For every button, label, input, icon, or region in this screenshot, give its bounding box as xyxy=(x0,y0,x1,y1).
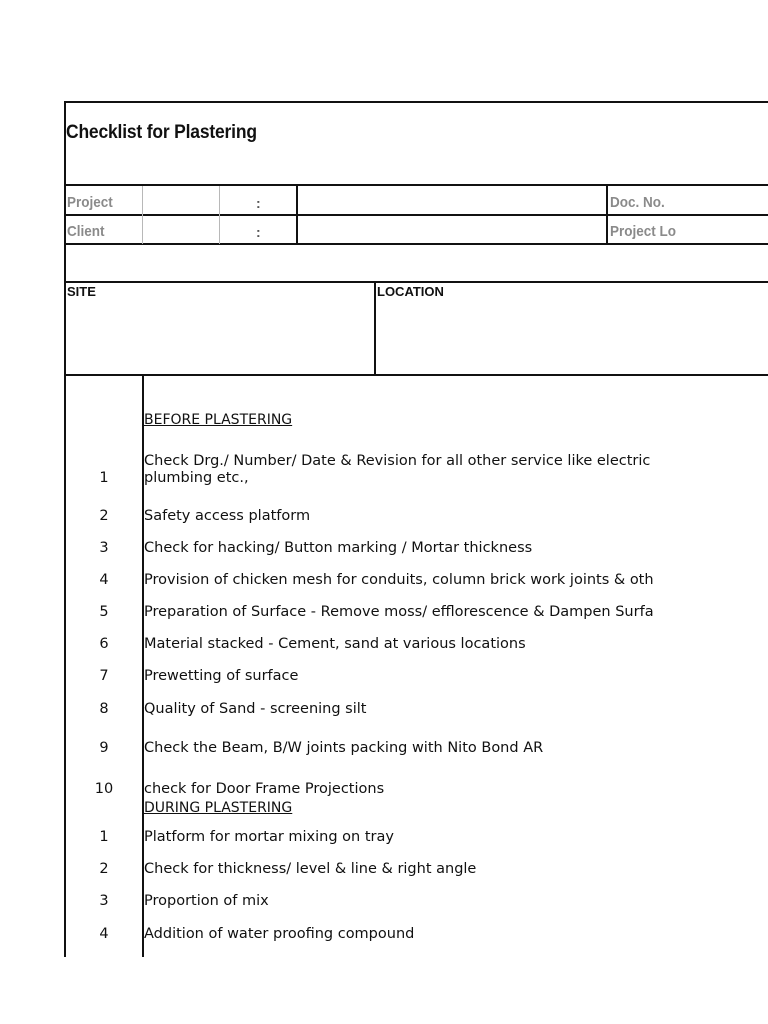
location-box-bottom-rule xyxy=(64,374,768,376)
section-heading-during-plastering: DURING PLASTERING xyxy=(144,800,293,816)
item-text: Check Drg./ Number/ Date & Revision for all other service like electric xyxy=(144,453,651,469)
item-text: Addition of water proofing compound xyxy=(144,926,415,942)
item-text: Material stacked - Cement, sand at various locations xyxy=(144,636,526,652)
item-text: Platform for mortar mixing on tray xyxy=(144,829,394,845)
header-bottom-rule xyxy=(64,243,768,245)
client-separator: : xyxy=(256,224,261,240)
project-label: Project xyxy=(67,194,113,211)
section-heading-before-plastering: BEFORE PLASTERING xyxy=(144,412,293,428)
item-number: 9 xyxy=(99,740,109,756)
item-text: Preparation of Surface - Remove moss/ efflorescence & Dampen Surfa xyxy=(144,604,654,620)
item-number: 3 xyxy=(99,540,109,556)
header-col-divider-3 xyxy=(296,186,298,244)
item-text: Proportion of mix xyxy=(144,893,269,909)
item-number: 2 xyxy=(99,861,109,877)
header-col-divider-2 xyxy=(219,186,220,244)
item-number: 4 xyxy=(99,572,109,588)
item-text: check for Door Frame Projections xyxy=(144,781,385,797)
header-col-divider-1 xyxy=(142,186,143,244)
doc-no-label: Doc. No. xyxy=(610,194,665,211)
item-text: plumbing etc., xyxy=(144,470,249,486)
item-number: 1 xyxy=(99,470,109,486)
header-col-divider-4 xyxy=(606,186,608,244)
item-text: Check the Beam, B/W joints packing with Nito Bond AR xyxy=(144,740,544,756)
item-text: Check for thickness/ level & line & right angle xyxy=(144,861,477,877)
item-number: 5 xyxy=(99,604,109,620)
item-number: 7 xyxy=(99,668,109,684)
item-text: Safety access platform xyxy=(144,508,311,524)
item-text: Quality of Sand - screening silt xyxy=(144,701,367,717)
item-number: 4 xyxy=(99,926,109,942)
site-location-divider xyxy=(374,283,376,376)
header-mid-rule xyxy=(64,214,768,216)
project-separator: : xyxy=(256,195,261,211)
client-label: Client xyxy=(67,223,105,240)
item-text: Prewetting of surface xyxy=(144,668,299,684)
item-text: Check for hacking/ Button marking / Mortar thickness xyxy=(144,540,533,556)
project-location-label: Project Lo xyxy=(610,223,677,240)
item-text: Provision of chicken mesh for conduits, column brick work joints & oth xyxy=(144,572,654,588)
item-number: 3 xyxy=(99,893,109,909)
item-number: 2 xyxy=(99,508,109,524)
item-number: 8 xyxy=(99,701,109,717)
location-label: LOCATION xyxy=(377,284,444,299)
form-title: Checklist for Plastering xyxy=(66,122,257,143)
item-number: 1 xyxy=(99,829,109,845)
item-number: 6 xyxy=(99,636,109,652)
header-top-rule xyxy=(64,184,768,186)
location-box-top-rule xyxy=(64,281,768,283)
item-number: 10 xyxy=(94,781,114,797)
site-label: SITE xyxy=(67,284,96,299)
form-top-border xyxy=(64,101,768,103)
